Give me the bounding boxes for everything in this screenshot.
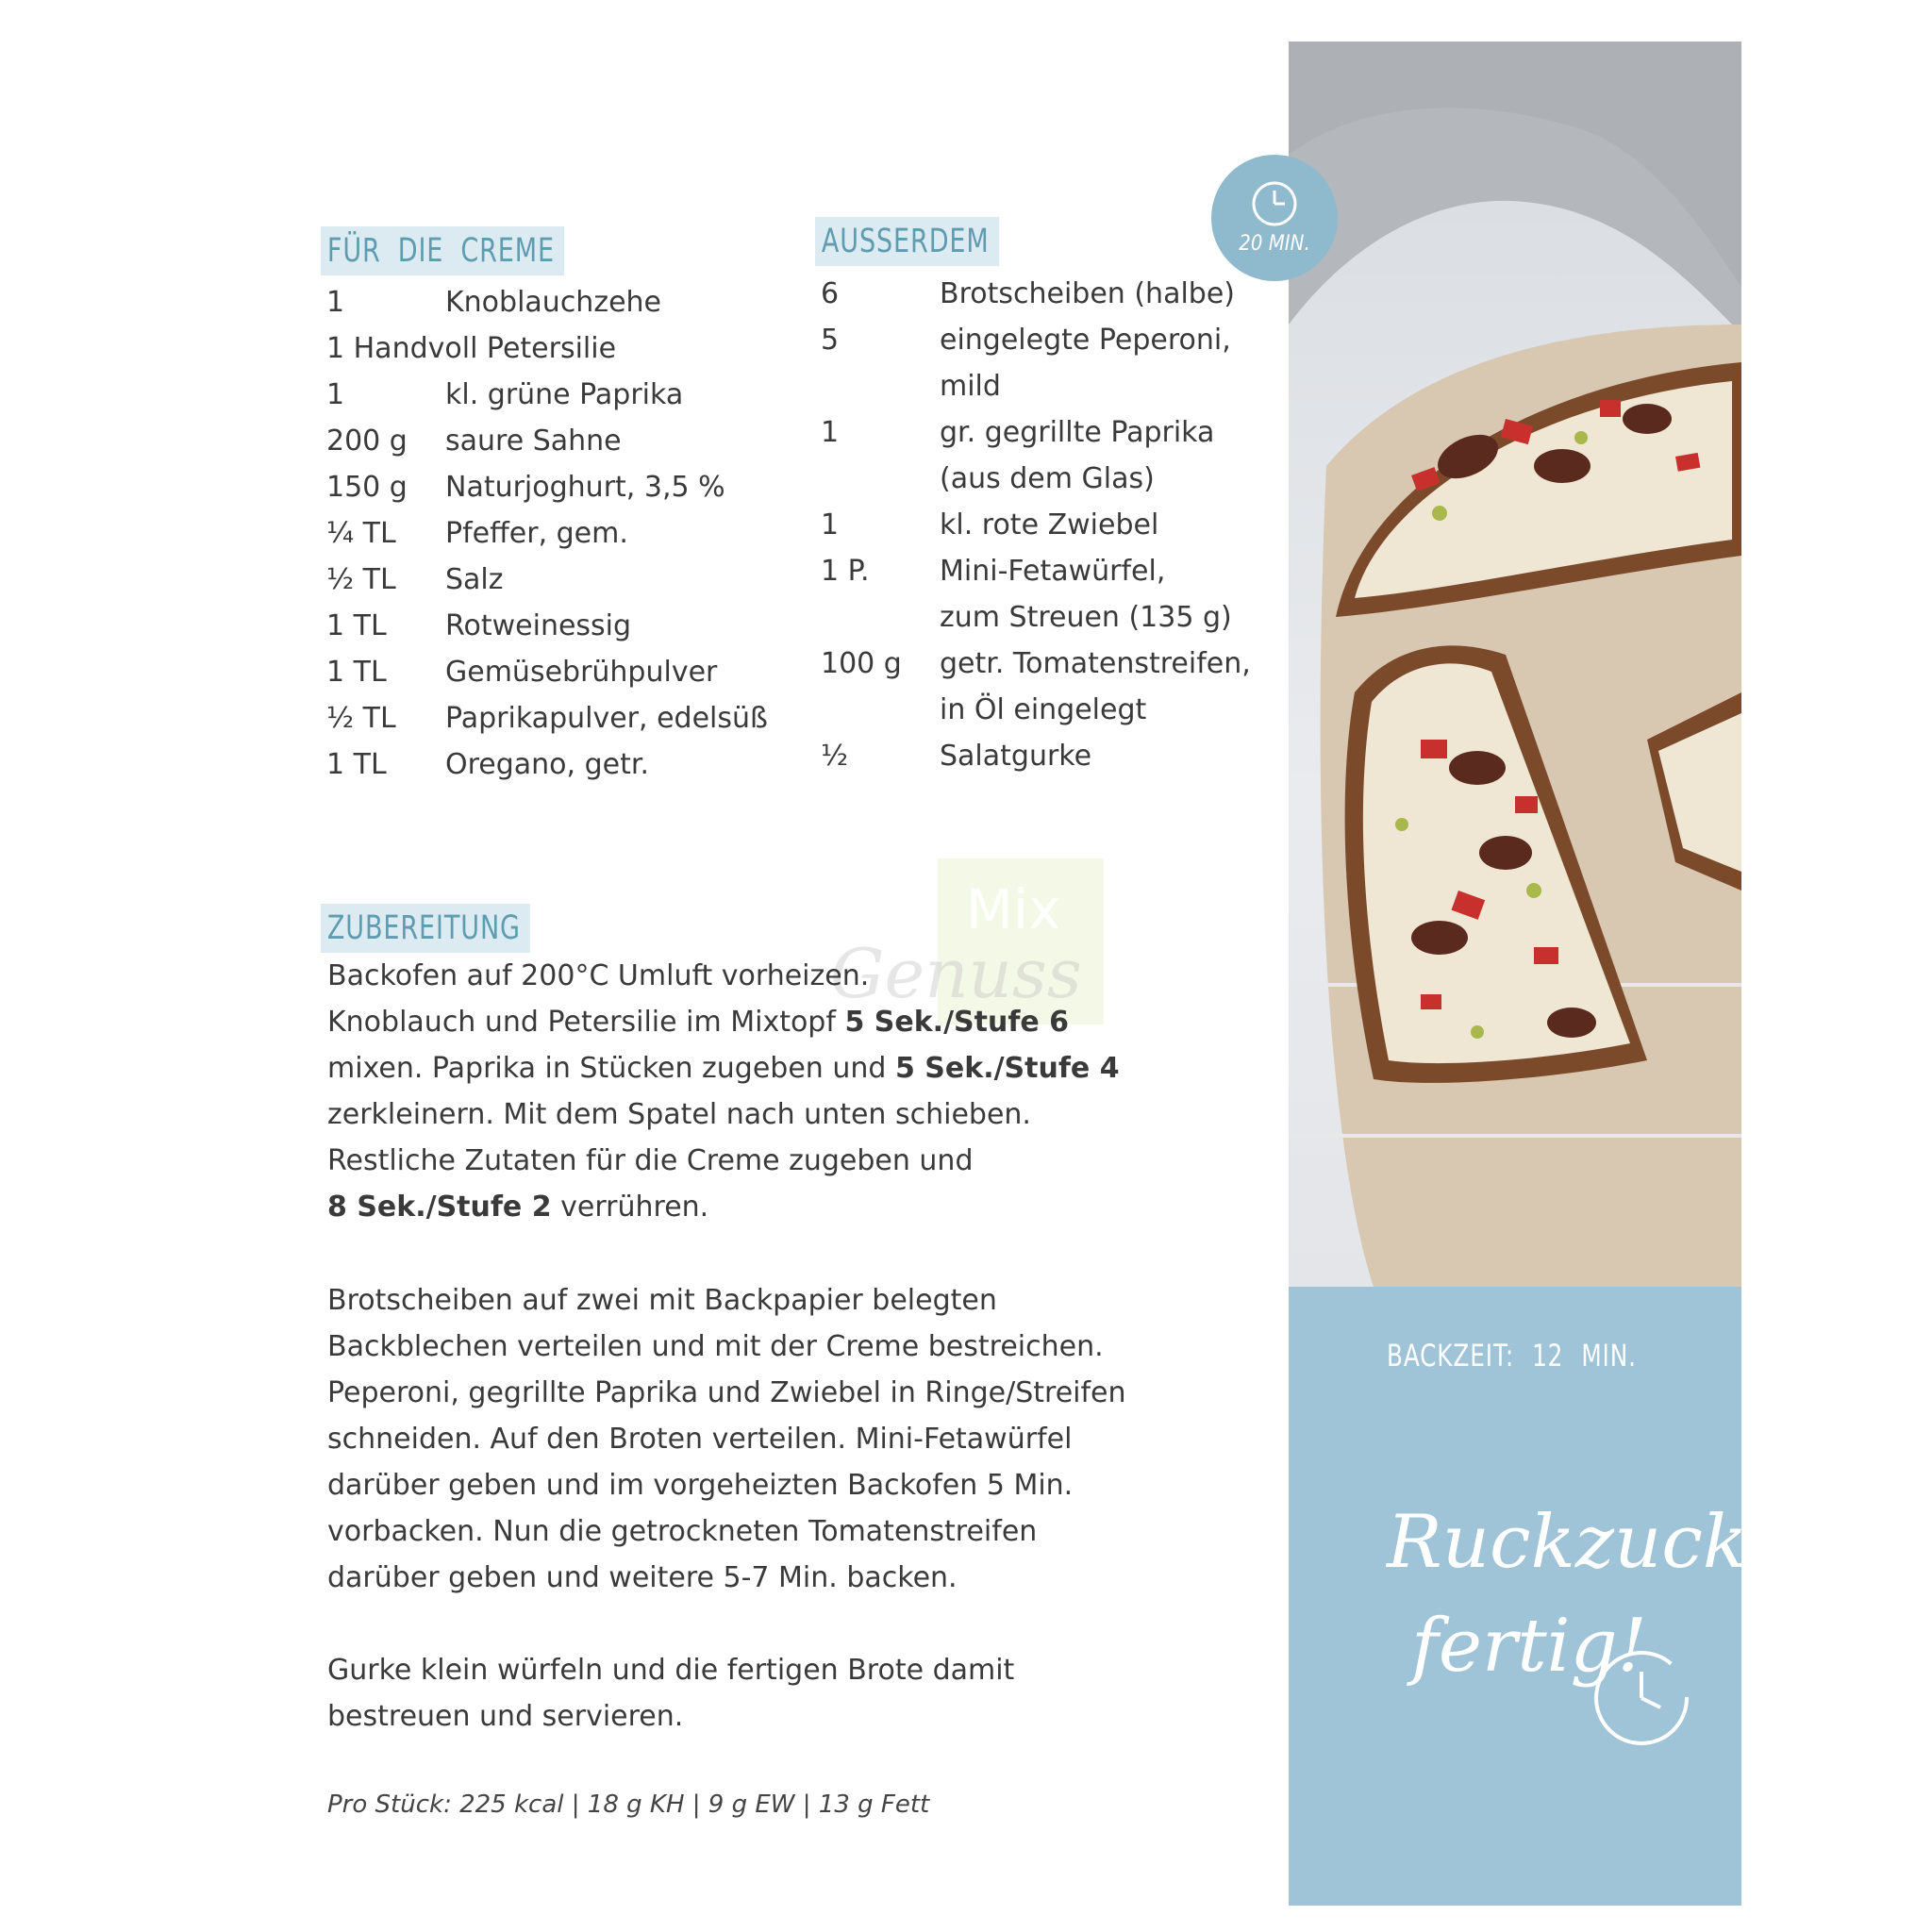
ingredient-quantity: 1 TL [326, 748, 387, 781]
creme-heading: FÜR DIE CREME [321, 226, 564, 275]
ingredient-quantity: 1 [821, 508, 840, 541]
ingredient-name: Salatgurke [940, 740, 1092, 773]
instructions-paragraph-2 [327, 1277, 1126, 1601]
instruction-line: vorbacken. Nun die getrockneten Tomatenstreifen [327, 1515, 1038, 1548]
ingredient-quantity: ½ TL [326, 702, 396, 735]
ingredient-name: eingelegte Peperoni, [940, 324, 1231, 357]
slogan-line-2: fertig! [1411, 1604, 1647, 1689]
instruction-line: schneiden. Auf den Broten verteilen. Mini-Fetawürfel [327, 1423, 1073, 1456]
ingredient-name: kl. grüne Paprika [445, 378, 684, 411]
instruction-line: Peperoni, gegrillte Paprika und Zwiebel in Ringe/Streifen [327, 1376, 1126, 1409]
ingredient-name: kl. rote Zwiebel [940, 508, 1159, 541]
ingredient-quantity: 1 Handvoll Petersilie [326, 332, 617, 365]
ingredient-quantity: ½ [821, 740, 849, 773]
watermark-mix: Mix [966, 877, 1061, 941]
instructions-paragraph-1 [327, 953, 1120, 1230]
ingredient-name: Naturjoghurt, 3,5 % [445, 471, 725, 504]
instruction-line: Gurke klein würfeln und die fertigen Brote damit [327, 1654, 1015, 1687]
ingredient-quantity: ¼ TL [326, 517, 396, 550]
info-panel [1289, 1287, 1741, 1906]
ingredient-name: (aus dem Glas) [940, 462, 1155, 495]
instruction-line: Knoblauch und Petersilie im Mixtopf 5 Sek./Stufe 6 [327, 1006, 1070, 1039]
instruction-line: 8 Sek./Stufe 2 verrühren. [327, 1191, 709, 1224]
instruction-line: darüber geben und im vorgeheizten Backofen 5 Min. [327, 1469, 1074, 1502]
ingredient-quantity: 200 g [326, 425, 408, 458]
ingredient-quantity: 1 P. [821, 555, 870, 588]
ingredient-quantity: 5 [821, 324, 840, 357]
ingredient-quantity: 100 g [821, 647, 902, 680]
slogan-line-1: Ruckzuck [1387, 1500, 1748, 1585]
instruction-line: bestreuen und servieren. [327, 1700, 684, 1733]
ingredient-name: Oregano, getr. [445, 748, 649, 781]
ingredient-quantity: 1 TL [326, 656, 387, 689]
ingredient-name: gr. gegrillte Paprika [940, 416, 1215, 449]
ingredient-name: zum Streuen (135 g) [940, 601, 1232, 634]
ausserdem-heading: AUSSERDEM [815, 217, 999, 266]
instruction-line: Restliche Zutaten für die Creme zugeben und [327, 1144, 974, 1177]
instruction-line: mixen. Paprika in Stücken zugeben und 5 Sek./Stufe 4 [327, 1052, 1120, 1085]
ingredient-name: Salz [445, 563, 504, 596]
ingredient-name: Paprikapulver, edelsüß [445, 702, 768, 735]
instruction-line: zerkleinern. Mit dem Spatel nach unten schieben. [327, 1098, 1031, 1131]
time-badge [1211, 155, 1338, 281]
ingredient-name: getr. Tomatenstreifen, [940, 647, 1251, 680]
clock-icon [1211, 155, 1338, 281]
backzeit-label: BACKZEIT: 12 MIN. [1387, 1338, 1637, 1374]
ingredient-quantity: 1 [326, 378, 345, 411]
ingredient-quantity: 150 g [326, 471, 408, 504]
ingredient-quantity: 1 [821, 416, 840, 449]
ingredient-name: Knoblauchzehe [445, 286, 661, 319]
ingredient-name: Pfeffer, gem. [445, 517, 628, 550]
ingredient-name: in Öl eingelegt [940, 693, 1147, 726]
recipe-photo [1289, 42, 1741, 1287]
ingredient-quantity: 1 [326, 286, 345, 319]
ingredient-name: saure Sahne [445, 425, 622, 458]
ingredient-name: Mini-Fetawürfel, [940, 555, 1166, 588]
instructions-paragraph-3 [327, 1647, 1014, 1740]
instruction-line: Backblechen verteilen und mit der Creme bestreichen. [327, 1330, 1104, 1363]
ingredient-name: Rotweinessig [445, 609, 632, 642]
ingredient-quantity: ½ TL [326, 563, 396, 596]
zubereitung-heading: ZUBEREITUNG [321, 904, 530, 953]
ingredient-name: mild [940, 370, 1001, 403]
watermark-genuss: Genuss [830, 934, 1082, 1013]
bruschetta-illustration [1289, 42, 1741, 1287]
ingredient-quantity: 1 TL [326, 609, 387, 642]
time-badge-label: 20 MIN. [1239, 232, 1310, 256]
instruction-line: Backofen auf 200°C Umluft vorheizen. [327, 959, 870, 992]
ingredient-name: Gemüsebrühpulver [445, 656, 718, 689]
instruction-line: darüber geben und weitere 5-7 Min. backen. [327, 1561, 958, 1594]
clock-outline-icon [1585, 1641, 1698, 1755]
instruction-line: Brotscheiben auf zwei mit Backpapier belegten [327, 1284, 997, 1317]
nutrition-info: Pro Stück: 225 kcal | 18 g KH | 9 g EW | 13 g Fett [327, 1790, 930, 1819]
ingredient-quantity: 6 [821, 277, 840, 310]
ingredient-name: Brotscheiben (halbe) [940, 277, 1235, 310]
